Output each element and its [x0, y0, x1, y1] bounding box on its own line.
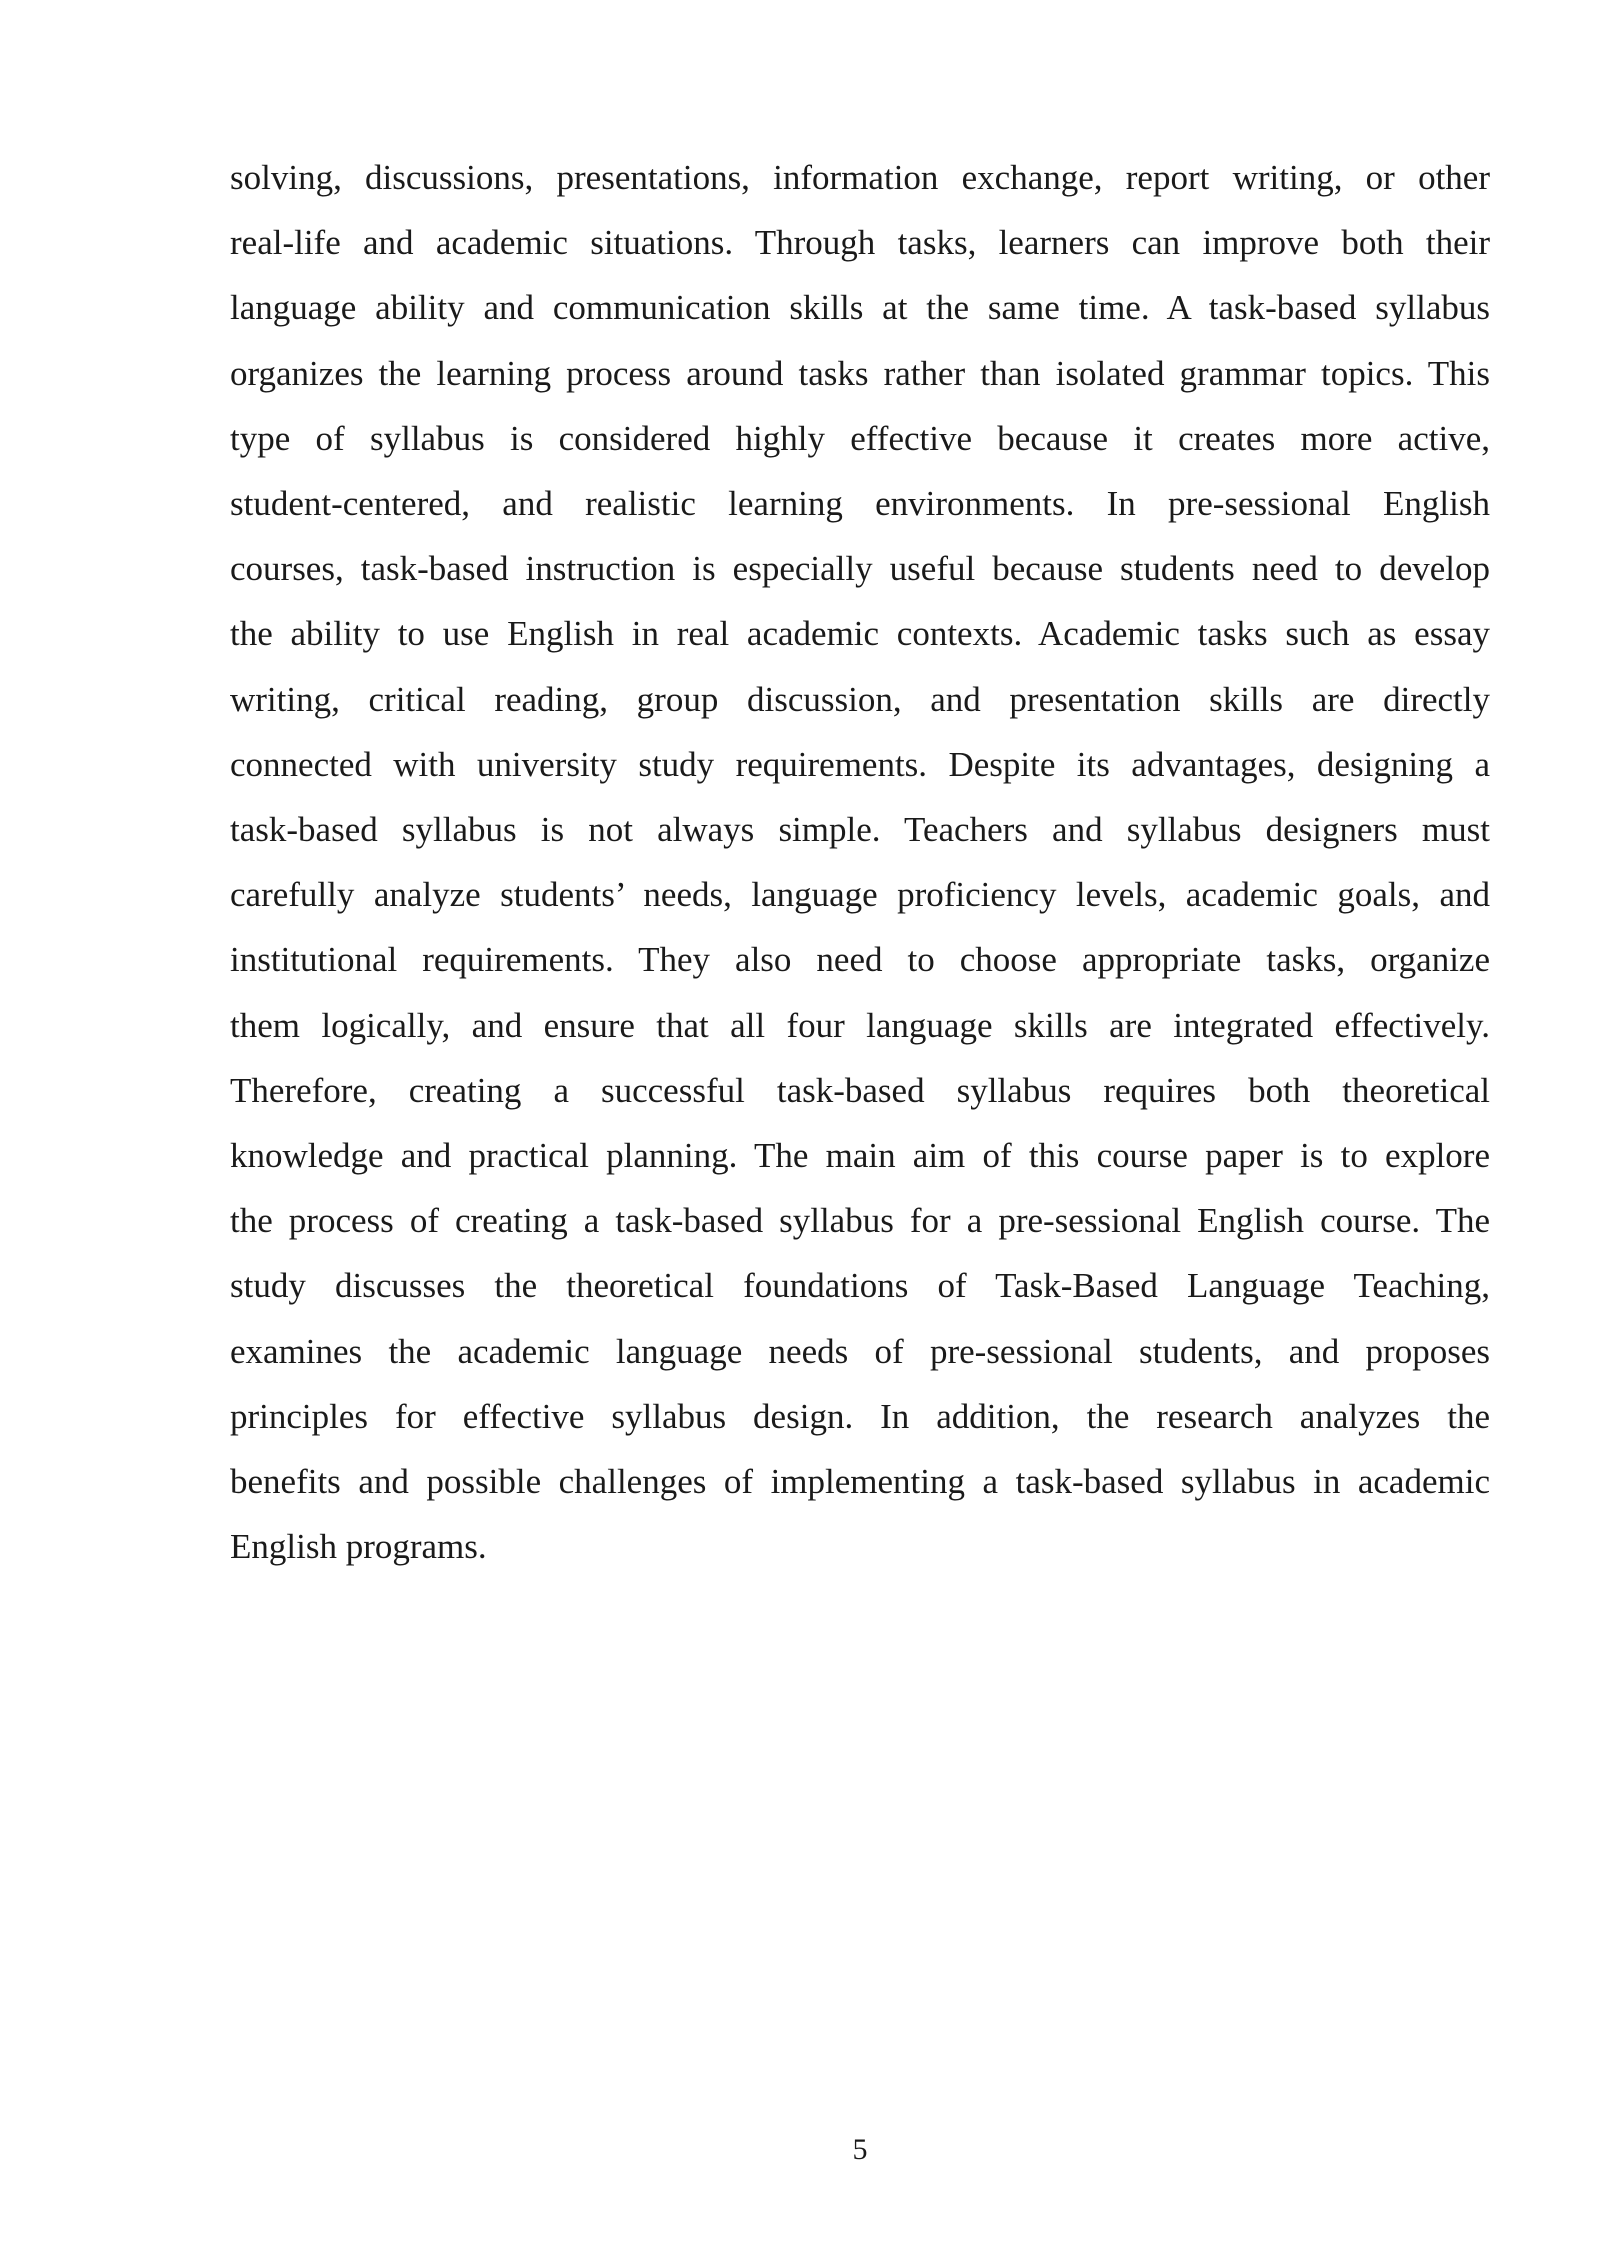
- text-line: knowledge and practical planning. The main aim of this course paper is to explore: [230, 1136, 1490, 1176]
- text-line: courses, task-based instruction is especially useful because students need to develop: [230, 549, 1490, 589]
- text-line: benefits and possible challenges of implementing a task-based syllabus in academic: [230, 1462, 1490, 1502]
- text-line: type of syllabus is considered highly effective because it creates more active,: [230, 418, 1490, 458]
- text-line: connected with university study requirements. Despite its advantages, designing a: [230, 744, 1490, 784]
- text-line: institutional requirements. They also need to choose appropriate tasks, organize: [230, 940, 1490, 980]
- text-line: organizes the learning process around tasks rather than isolated grammar topics. This: [230, 353, 1490, 393]
- text-line: student-centered, and realistic learning environments. In pre-sessional English: [230, 484, 1490, 524]
- text-line: the process of creating a task-based syllabus for a pre-sessional English course. The: [230, 1201, 1490, 1241]
- text-line: writing, critical reading, group discussion, and presentation skills are directly: [230, 679, 1490, 719]
- body-paragraph: [230, 145, 1490, 1579]
- text-line: principles for effective syllabus design. In addition, the research analyzes the: [230, 1396, 1490, 1436]
- text-line: them logically, and ensure that all four language skills are integrated effectively.: [230, 1005, 1490, 1045]
- page-number: 5: [852, 2133, 868, 2166]
- text-line: real-life and academic situations. Through tasks, learners can improve both their: [230, 223, 1490, 263]
- text-line: solving, discussions, presentations, information exchange, report writing, or other: [230, 158, 1490, 197]
- text-line: language ability and communication skills at the same time. A task-based syllabus: [230, 288, 1490, 328]
- text-line: Therefore, creating a successful task-based syllabus requires both theoretical: [230, 1070, 1490, 1110]
- text-line: English programs.: [230, 1527, 487, 1567]
- text-line: task-based syllabus is not always simple. Teachers and syllabus designers must: [230, 810, 1490, 850]
- text-line: study discusses the theoretical foundations of Task-Based Language Teaching,: [230, 1266, 1490, 1306]
- text-line: carefully analyze students’ needs, language proficiency levels, academic goals, and: [230, 875, 1490, 915]
- text-line: the ability to use English in real academic contexts. Academic tasks such as essay: [230, 614, 1490, 654]
- text-line: examines the academic language needs of pre-sessional students, and proposes: [230, 1331, 1490, 1371]
